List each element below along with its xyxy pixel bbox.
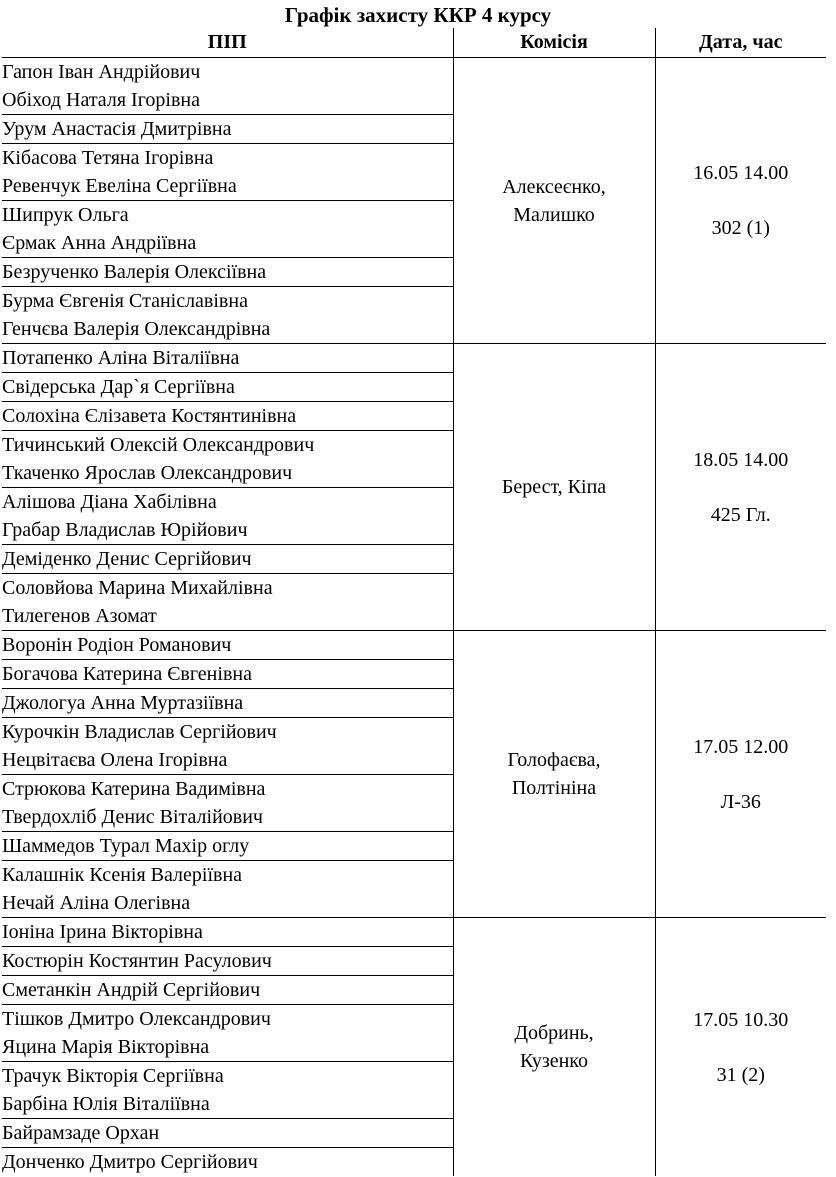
student-name: Іоніна Ірина Вікторівна	[2, 918, 453, 947]
defense-group	[2, 918, 826, 1177]
student-name: Байрамзаде Орхан	[2, 1119, 453, 1148]
date-time: 16.05 14.00	[693, 162, 789, 184]
defense-group	[2, 631, 826, 918]
commission-cell	[453, 344, 655, 631]
commission-member: Берест, Кіпа	[501, 476, 607, 498]
commission-cell	[453, 631, 655, 918]
student-name: Соловйова Марина Михайлівна	[2, 576, 273, 599]
student-name: Алішова Діана Хабілівна	[2, 490, 217, 513]
student-name: Ревенчук Евеліна Сергіївна	[2, 172, 453, 201]
date-time: 17.05 10.30	[693, 1008, 789, 1031]
student-name: Воронін Родіон Романович	[2, 631, 453, 660]
student-name: Барбіна Юлія Віталіївна	[2, 1090, 453, 1119]
student-name: Богачова Катерина Євгенівна	[2, 660, 453, 689]
date-cell	[655, 344, 826, 631]
room-number: 302 (1)	[711, 217, 770, 239]
student-name: Потапенко Аліна Віталіївна	[2, 344, 453, 373]
page-title: Графік захисту ККР 4 курсу	[284, 3, 552, 27]
student-name: Калашнік Ксенія Валеріївна	[2, 863, 243, 886]
date-cell	[655, 918, 826, 1177]
table-row	[2, 344, 826, 373]
student-name: Донченко Дмитро Сергійович	[2, 1150, 258, 1173]
student-name: Деміденко Денис Сергійович	[2, 545, 453, 574]
student-name: Генчєва Валерія Олександрівна	[2, 315, 453, 344]
student-name: Гапон Іван Андрійович	[2, 60, 201, 83]
student-name: Курочкін Владислав Сергійович	[2, 720, 277, 743]
student-name: Ткаченко Ярослав Олександрович	[2, 459, 453, 488]
student-name: Єрмак Анна Андріївна	[2, 229, 453, 258]
student-name: Шаммедов Турал Махір оглу	[2, 832, 453, 861]
student-name: Сметанкін Андрій Сергійович	[2, 976, 453, 1005]
student-name: Костюрін Костянтин Расулович	[2, 947, 453, 976]
date-cell	[655, 58, 826, 344]
commission-member: Добринь,	[514, 1022, 594, 1044]
student-name: Урум Анастасія Дмитрівна	[2, 115, 453, 144]
student-name: Обіход Наталя Ігорівна	[2, 86, 453, 115]
room-number: 31 (2)	[716, 1063, 765, 1086]
commission-cell	[453, 918, 655, 1177]
student-name: Нецвітаєва Олена Ігорівна	[2, 746, 453, 775]
commission-member: Малишко	[513, 203, 595, 226]
student-name: Джологуа Анна Муртазіївна	[2, 689, 453, 718]
date-cell	[655, 631, 826, 918]
commission-member: Полтініна	[511, 777, 597, 799]
commission-member: Алексеєнко,	[502, 175, 606, 198]
student-name: Тичинський Олексій Олександрович	[2, 433, 315, 456]
student-name: Безрученко Валерія Олексіївна	[2, 258, 453, 287]
header-date: Дата, час	[655, 28, 826, 58]
commission-cell	[453, 58, 655, 344]
student-name: Трачук Вікторія Сергіївна	[2, 1064, 224, 1087]
student-name: Стрюкова Катерина Вадимівна	[2, 777, 266, 800]
header-commission: Комісія	[453, 28, 655, 58]
header-row	[2, 28, 826, 58]
commission-member: Кузенко	[519, 1050, 589, 1072]
student-name: Грабар Владислав Юрійович	[2, 516, 453, 545]
header-name: ПІП	[2, 28, 453, 58]
date-time: 17.05 12.00	[693, 735, 789, 758]
room-number: Л-36	[720, 790, 761, 813]
student-name: Свідерська Дар`я Сергіївна	[2, 373, 453, 402]
student-name: Нечай Аліна Олегівна	[2, 889, 453, 918]
student-name: Бурма Євгенія Станіславівна	[2, 289, 248, 312]
table-row	[2, 58, 826, 87]
defense-group	[2, 58, 826, 344]
student-name: Тішков Дмитро Олександрович	[2, 1007, 271, 1030]
room-number: 425 Гл.	[710, 503, 771, 526]
commission-member: Голофаєва,	[507, 749, 601, 771]
student-name: Твердохліб Денис Віталійович	[2, 803, 453, 832]
student-name: Яцина Марія Вікторівна	[2, 1033, 453, 1062]
table-row	[2, 918, 826, 947]
defense-group	[2, 344, 826, 631]
table-row	[2, 631, 826, 660]
student-name: Шипрук Ольга	[2, 203, 129, 226]
student-name: Солохіна Єлізавета Костянтинівна	[2, 402, 453, 431]
student-name: Тилегенов Азомат	[2, 602, 453, 631]
schedule-table	[2, 28, 826, 1176]
date-time: 18.05 14.00	[693, 448, 789, 471]
student-name: Кібасова Тетяна Ігорівна	[2, 146, 214, 169]
